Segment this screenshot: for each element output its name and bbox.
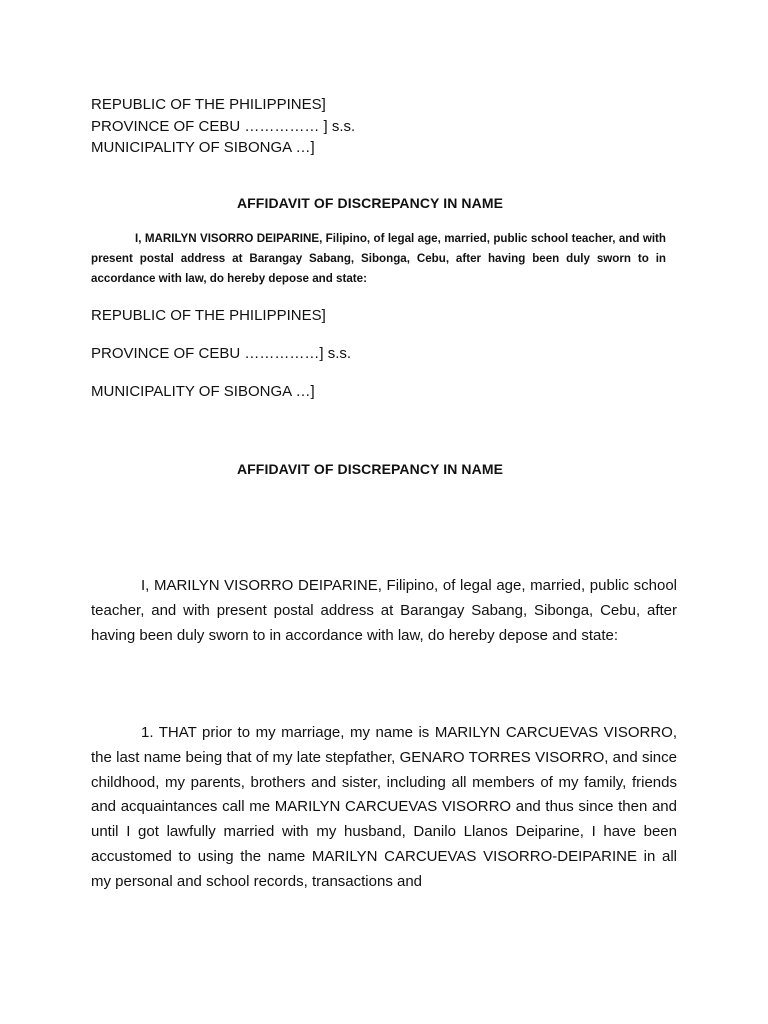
affidavit-title-2: AFFIDAVIT OF DISCREPANCY IN NAME <box>236 461 504 477</box>
caption-republic: REPUBLIC OF THE PHILIPPINES] <box>91 96 326 113</box>
intro-paragraph: I, MARILYN VISORRO DEIPARINE, Filipino, of legal age, married, public school teacher, and with present postal address at Barangay Sabang, Sibonga, Cebu, after having been duly sworn to in accordance with law, do hereby depose and state: <box>91 577 677 644</box>
affidavit-title-1: AFFIDAVIT OF DISCREPANCY IN NAME <box>236 195 504 211</box>
caption-municipality: MUNICIPALITY OF SIBONGA …] <box>91 139 315 156</box>
caption-province-2: PROVINCE OF CEBU ……………] s.s. <box>91 345 352 362</box>
paragraph-1: 1. THAT prior to my marriage, my name is MARILYN CARCUEVAS VISORRO, the last name being that of my late stepfather, GENARO TORRES VISORRO, and since childhood, my parents, brothers and sister, including all members of my family, friends and acquaintances call me MARILYN CARCUEVAS VISORRO and thus since then and until I got lawfully married with my husband, Danilo Llanos Deiparine, I have been accustomed to using the name MARILYN CARCUEVAS VISORRO-DEIPARINE in all my personal and school records, transactions and <box>91 724 677 890</box>
caption-block-1 <box>91 94 677 159</box>
caption-municipality-2: MUNICIPALITY OF SIBONGA …] <box>91 383 315 400</box>
paragraph-1-block <box>91 721 677 895</box>
intro-block <box>91 574 677 648</box>
intro-small-block <box>91 229 666 289</box>
caption-province: PROVINCE OF CEBU …………… ] s.s. <box>91 117 356 135</box>
intro-small-paragraph: I, MARILYN VISORRO DEIPARINE, Filipino, of legal age, married, public school teacher, and with present postal address at Barangay Sabang, Sibonga, Cebu, after having been duly sworn to in accordance with law, do hereby depose and state: <box>91 232 666 285</box>
caption-republic-2: REPUBLIC OF THE PHILIPPINES] <box>91 307 326 324</box>
